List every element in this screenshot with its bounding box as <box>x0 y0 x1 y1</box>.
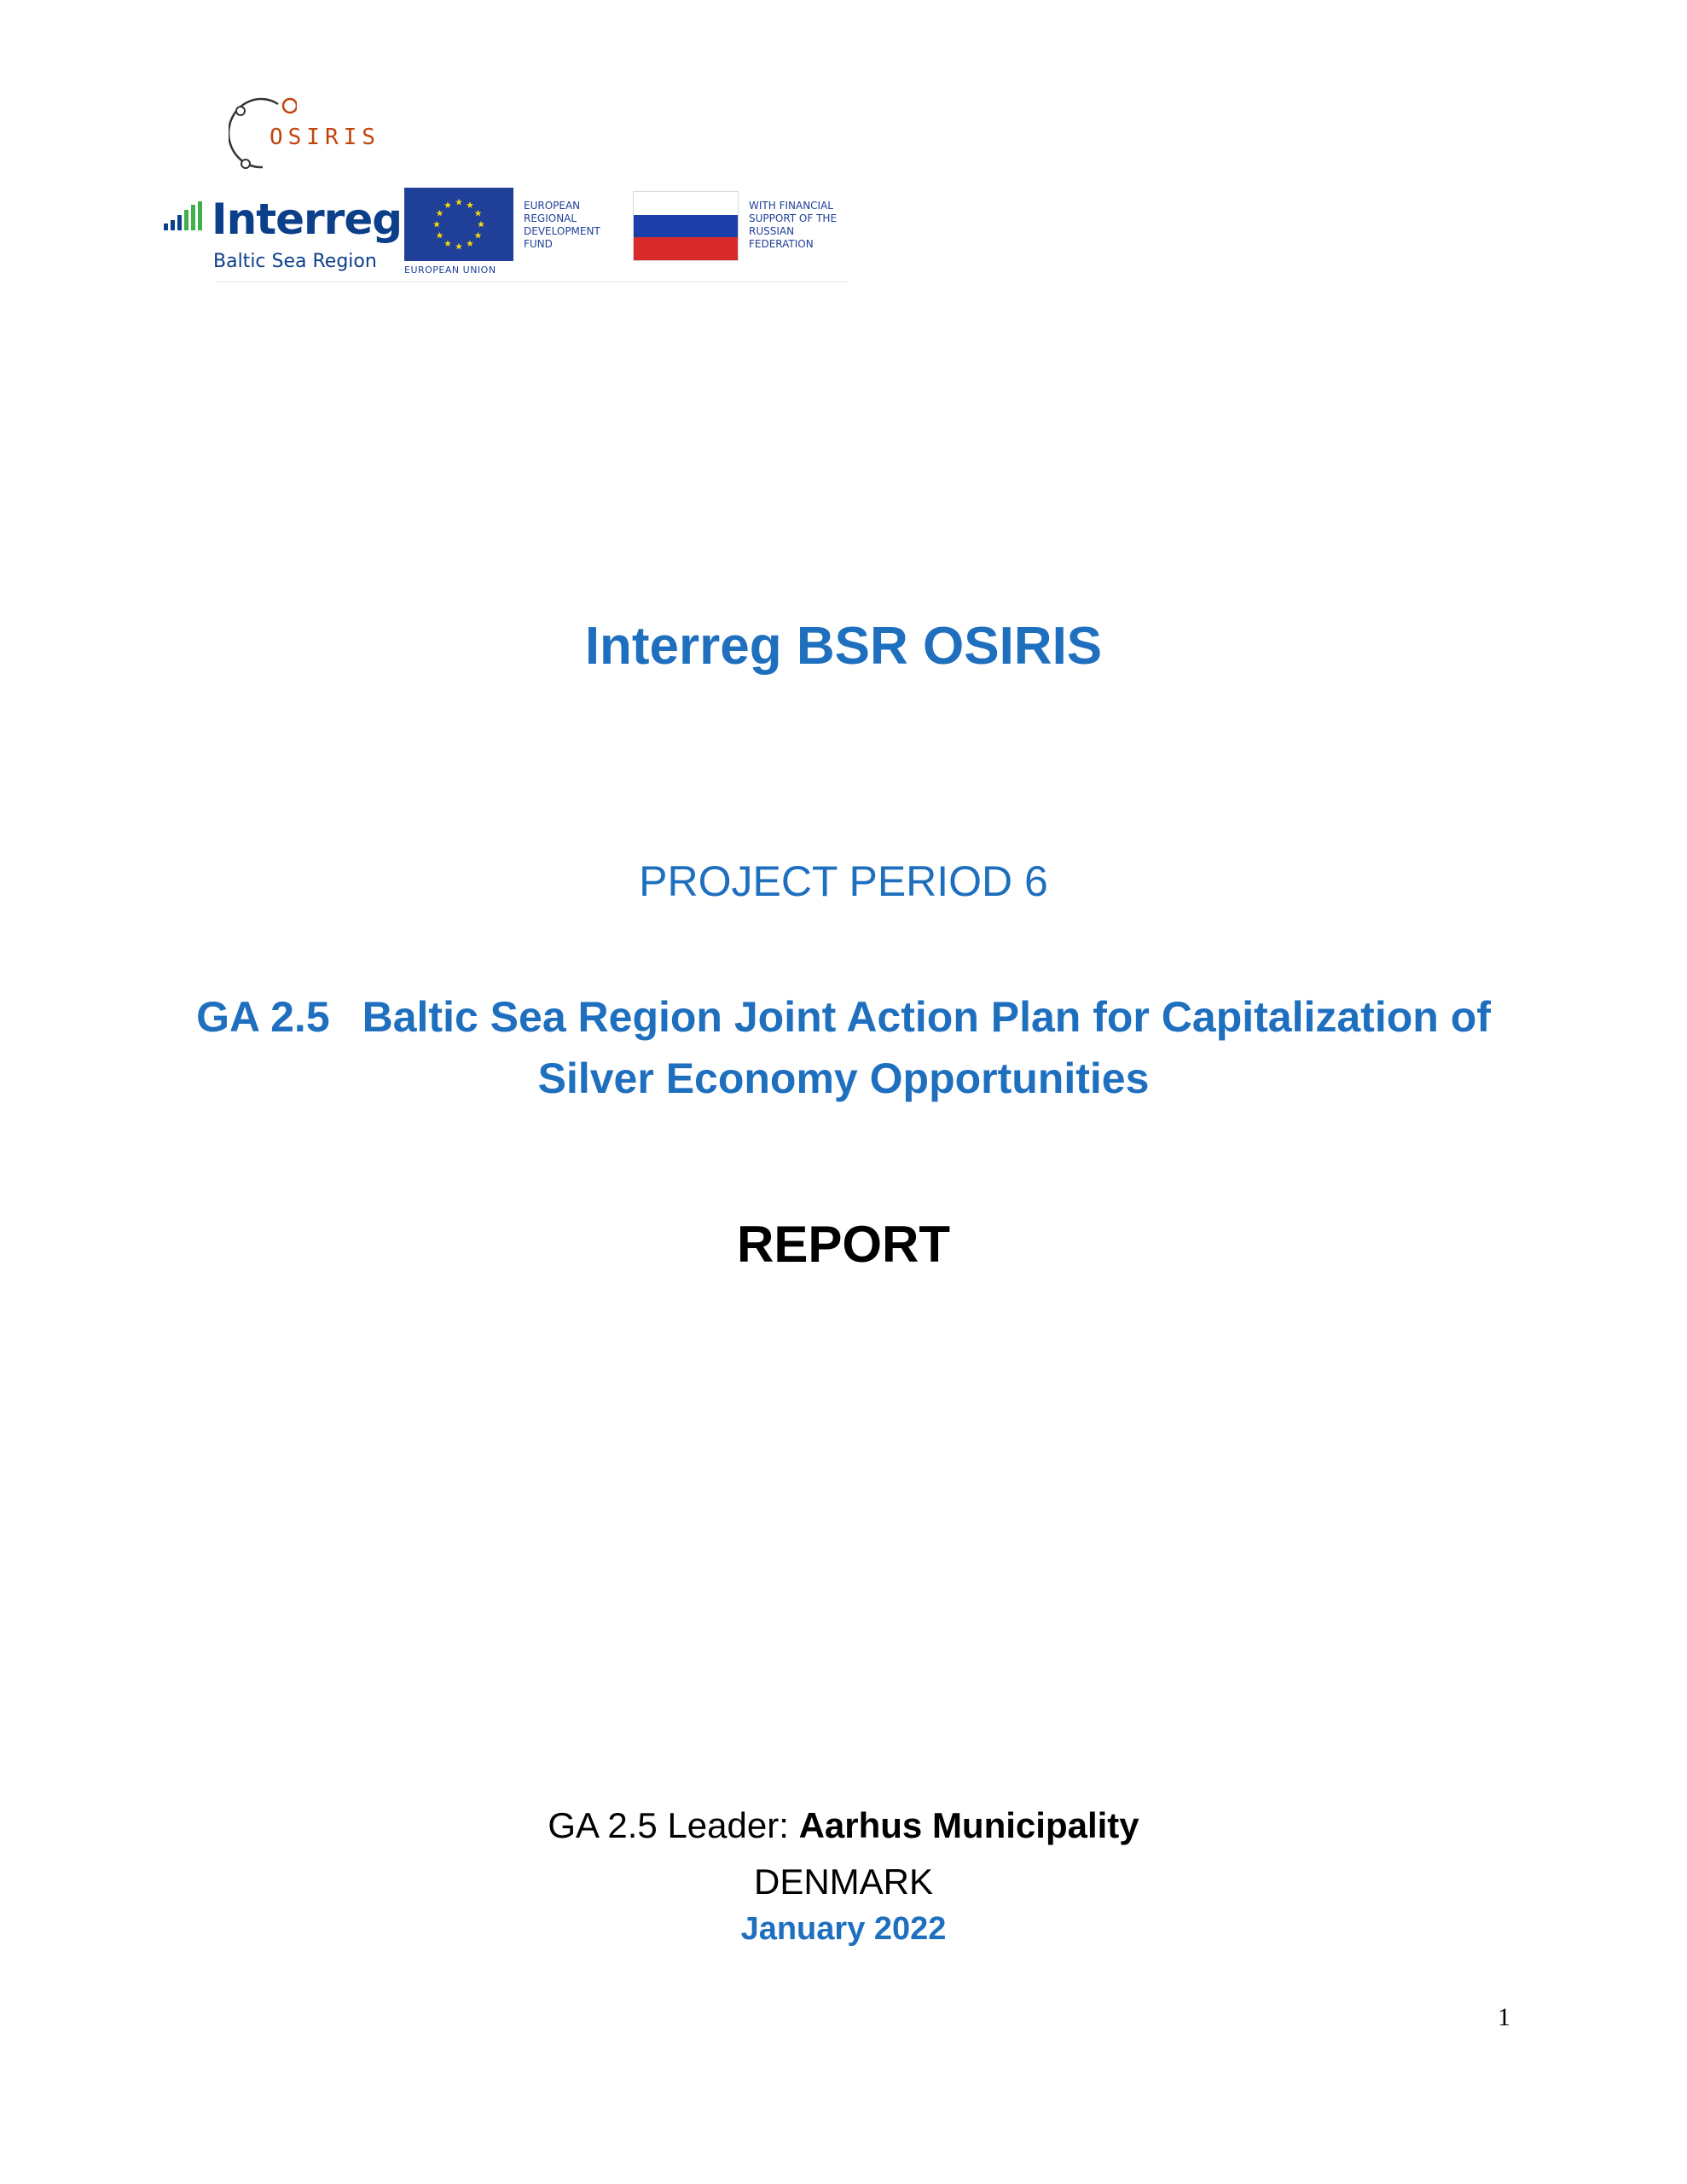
leader-label: GA 2.5 Leader: <box>548 1805 799 1845</box>
eu-stars-icon <box>404 188 513 261</box>
ga-title-line-1: Baltic Sea Region Joint Action Plan for Capitalization of <box>362 993 1491 1041</box>
ga-heading-line-1 <box>0 986 1687 1048</box>
leader-name: Aarhus Municipality <box>798 1805 1139 1845</box>
russian-flag-red-stripe <box>634 237 738 260</box>
eu-flag <box>404 188 513 261</box>
eu-star-icon <box>436 210 443 217</box>
ga-title-line-2: Silver Economy Opportunities <box>537 1054 1150 1102</box>
osiris-logo-text: OSIRIS <box>270 125 380 150</box>
russian-flag <box>633 191 739 261</box>
eu-star-icon <box>433 221 440 228</box>
document-title: Interreg BSR OSIRIS <box>584 617 1103 676</box>
interreg-logo-subtitle: Baltic Sea Region <box>213 251 377 272</box>
eu-star-icon <box>444 240 451 247</box>
eu-star-icon <box>467 201 473 208</box>
ga-leader <box>0 1805 1687 1846</box>
document-date: January 2022 <box>740 1911 947 1947</box>
country: DENMARK <box>753 1862 934 1902</box>
eu-star-icon <box>436 232 443 239</box>
interreg-logo-text: Interreg <box>212 195 403 244</box>
interreg-signal-icon <box>162 198 213 241</box>
eu-star-icon <box>475 210 482 217</box>
russian-flag-blue-stripe <box>634 215 738 238</box>
eu-star-icon <box>475 232 482 239</box>
report-label: REPORT <box>736 1216 951 1273</box>
russian-flag-white-stripe <box>634 192 738 215</box>
erdf-text: EUROPEAN REGIONAL DEVELOPMENT FUND <box>524 200 600 250</box>
eu-star-icon <box>455 243 462 250</box>
page-number: 1 <box>1498 2003 1510 2031</box>
eu-star-icon <box>478 221 484 228</box>
eu-star-icon <box>455 199 462 206</box>
eu-star-icon <box>444 201 451 208</box>
osiris-logo <box>229 92 380 177</box>
eu-star-icon <box>467 240 473 247</box>
project-period: PROJECT PERIOD 6 <box>639 857 1048 905</box>
russia-support-text: WITH FINANCIAL SUPPORT OF THE RUSSIAN FEDERATION <box>749 200 838 250</box>
eu-flag-caption: EUROPEAN UNION <box>404 264 496 276</box>
ga-number: GA 2.5 <box>196 993 330 1041</box>
interreg-logo <box>162 193 401 278</box>
ga-heading <box>0 986 1687 1109</box>
funding-logo-strip <box>162 183 853 285</box>
